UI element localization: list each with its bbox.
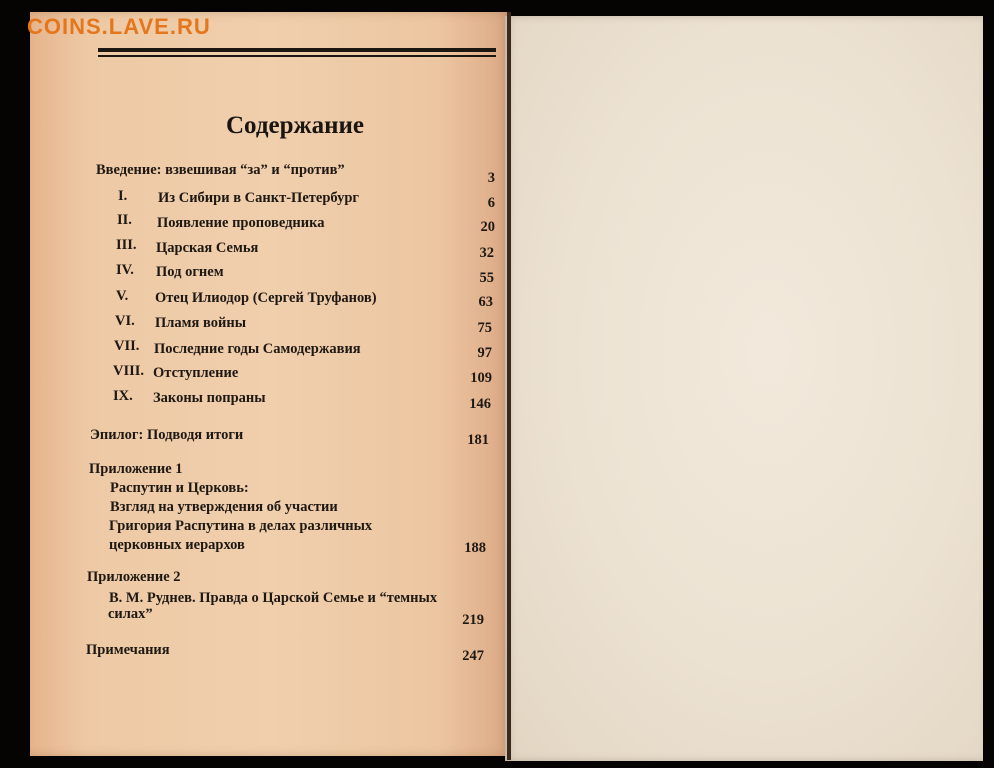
- chapter-page: 55: [479, 270, 494, 286]
- watermark: COINS.LAVE.RU: [27, 14, 211, 39]
- header-rule-thick: [98, 48, 496, 52]
- chapter-number: III.: [116, 237, 137, 253]
- chapter-page: 63: [478, 294, 493, 310]
- toc-epilogue-label: Эпилог: Подводя итоги: [90, 427, 244, 443]
- chapter-page: 146: [469, 396, 491, 412]
- appendix1-heading: Приложение 1: [89, 461, 183, 477]
- appendix1-line: Григория Распутина в делах различных: [109, 518, 373, 534]
- book-spine: [507, 12, 511, 760]
- toc-title: Содержание: [226, 112, 365, 139]
- chapter-page: 97: [477, 345, 492, 361]
- chapter-page: 75: [477, 320, 492, 336]
- appendix2-line: В. М. Руднев. Правда о Царской Семье и “темных: [109, 590, 438, 606]
- chapter-page: 109: [470, 370, 492, 386]
- chapter-number: IV.: [116, 262, 134, 278]
- chapter-title: Отступление: [153, 365, 239, 381]
- appendix2-line: силах”: [108, 606, 153, 622]
- toc-intro-page: 3: [487, 170, 495, 186]
- appendix1-line: Взгляд на утверждения об участии: [110, 499, 338, 515]
- chapter-title: Отец Илиодор (Сергей Труфанов): [155, 290, 377, 306]
- toc-notes-page: 247: [462, 648, 484, 664]
- chapter-number: VI.: [115, 313, 135, 329]
- appendix2-page: 219: [462, 612, 484, 628]
- chapter-title: Появление проповедника: [157, 215, 325, 231]
- chapter-title: Законы попраны: [153, 390, 266, 406]
- chapter-number: V.: [116, 288, 129, 304]
- appendix2-heading: Приложение 2: [87, 569, 181, 585]
- chapter-title: Пламя войны: [155, 315, 247, 331]
- chapter-number: IX.: [113, 388, 133, 404]
- chapter-title: Под огнем: [156, 264, 224, 280]
- chapter-title: Царская Семья: [156, 240, 259, 256]
- appendix1-line: церковных иерархов: [109, 537, 245, 553]
- chapter-page: 20: [480, 219, 495, 235]
- chapter-page: 6: [487, 195, 495, 211]
- toc-intro-label: Введение: взвешивая “за” и “против”: [96, 162, 345, 178]
- chapter-number: VII.: [114, 338, 140, 354]
- chapter-title: Последние годы Самодержавия: [154, 341, 361, 357]
- appendix1-page: 188: [464, 540, 486, 556]
- chapter-page: 32: [479, 245, 494, 261]
- appendix1-line: Распутин и Церковь:: [110, 480, 249, 496]
- right-page-blank: [505, 16, 983, 761]
- chapter-title: Из Сибири в Санкт-Петербург: [158, 190, 359, 206]
- chapter-number: I.: [118, 188, 128, 204]
- chapter-number: VIII.: [113, 363, 145, 379]
- toc-notes-label: Примечания: [86, 642, 170, 658]
- chapter-number: II.: [117, 212, 132, 228]
- header-rule-thin: [98, 55, 496, 57]
- toc-epilogue-page: 181: [467, 432, 489, 448]
